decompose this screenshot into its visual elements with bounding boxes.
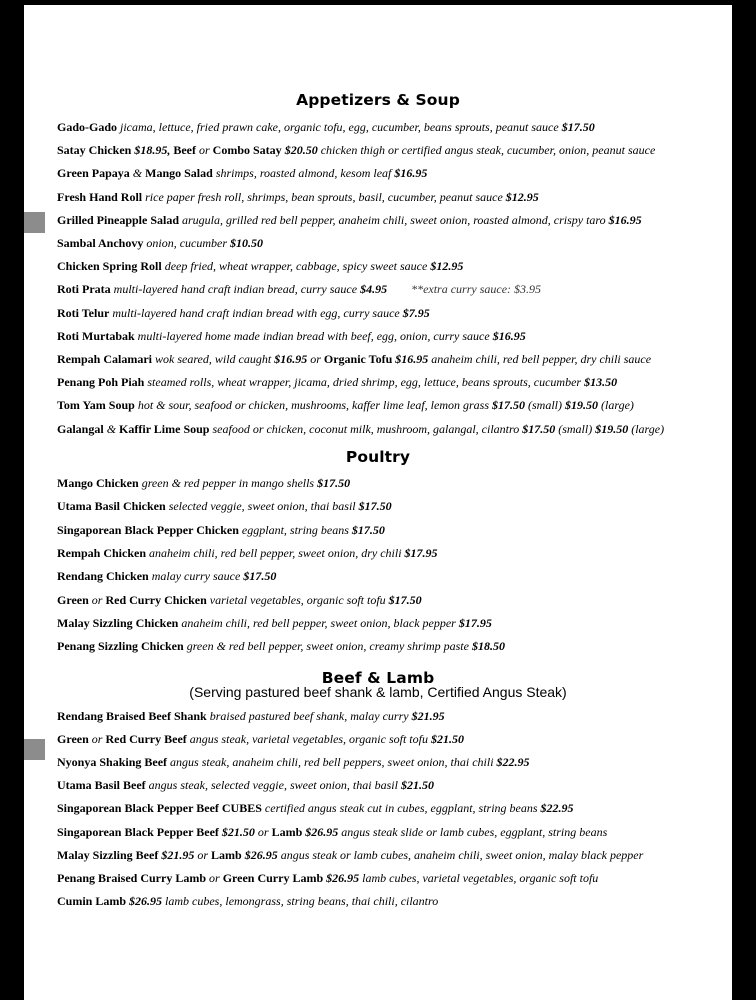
item-price: $18.95, xyxy=(131,143,174,157)
item-price: $13.50 xyxy=(584,375,618,389)
menu-item xyxy=(57,522,727,538)
menu-item xyxy=(57,568,727,584)
item-name: Sambal Anchovy xyxy=(57,236,144,250)
item-price: $21.50 xyxy=(400,778,434,792)
menu-item xyxy=(57,545,727,561)
item-name: Utama Basil Chicken xyxy=(57,499,166,513)
item-name: Roti Prata xyxy=(57,282,111,296)
page-marker-bottom xyxy=(24,739,45,760)
section-title-appetizers: Appetizers & Soup xyxy=(296,91,460,109)
item-description: multi-layered hand craft indian bread with egg, curry sauce xyxy=(109,306,403,320)
menu-item xyxy=(57,374,727,390)
item-description: anaheim chili, red bell pepper, sweet onion, black pepper xyxy=(178,616,459,630)
menu-item xyxy=(57,638,727,654)
item-price: $10.50 xyxy=(230,236,264,250)
item-price: $17.95 xyxy=(404,546,438,560)
item-description: angus steak slide or lamb cubes, eggplant, string beans xyxy=(338,825,608,839)
item-description: (large) xyxy=(598,398,634,412)
item-name: Penang Poh Piah xyxy=(57,375,145,389)
item-description: braised pastured beef shank, malay curry xyxy=(206,709,412,723)
menu-item xyxy=(57,800,727,816)
item-price: $21.50 xyxy=(218,825,255,839)
item-name: Beef xyxy=(173,143,196,157)
menu-item xyxy=(57,592,727,608)
section-title-beef-lamb: Beef & Lamb xyxy=(321,669,435,687)
item-description: selected veggie, sweet onion, thai basil xyxy=(165,499,359,513)
item-description: rice paper fresh roll, shrimps, bean sprouts, basil, cucumber, peanut sauce xyxy=(142,190,506,204)
item-name: Green xyxy=(57,732,89,746)
menu-item xyxy=(57,189,727,205)
menu-item xyxy=(57,305,727,321)
menu-item xyxy=(57,142,727,158)
item-description: eggplant, string beans xyxy=(238,523,352,537)
item-description: lamb cubes, varietal vegetables, organic soft tofu xyxy=(359,871,599,885)
item-description: seafood or chicken, coconut milk, mushroom, galangal, cilantro xyxy=(209,422,523,436)
item-description: anaheim chili, red bell pepper, sweet onion, dry chili xyxy=(146,546,405,560)
menu-item xyxy=(57,165,727,181)
item-price: $16.95 xyxy=(274,352,308,366)
menu-item xyxy=(57,475,727,491)
item-name: Red Curry Beef xyxy=(105,732,187,746)
item-price: $4.95 xyxy=(360,282,388,296)
item-price: $21.95 xyxy=(411,709,445,723)
item-description: or xyxy=(307,352,324,366)
item-price: $16.95 xyxy=(394,166,428,180)
item-price: $17.95 xyxy=(458,616,492,630)
item-description: angus steak, varietal vegetables, organic soft tofu xyxy=(186,732,431,746)
menu-item xyxy=(57,615,727,631)
item-name: Tom Yam Soup xyxy=(57,398,135,412)
item-price: $18.50 xyxy=(471,639,505,653)
item-description: or xyxy=(88,593,106,607)
menu-item xyxy=(57,421,727,437)
item-description: or xyxy=(206,871,223,885)
section-subtitle-beef-lamb: (Serving pastured beef shank & lamb, Certified Angus Steak) xyxy=(189,684,567,700)
item-description: or xyxy=(88,732,106,746)
item-price: $17.50 xyxy=(358,499,392,513)
item-description: angus steak or lamb cubes, anaheim chili, sweet onion, malay black pepper xyxy=(277,848,644,862)
item-name: Rempah Chicken xyxy=(57,546,147,560)
menu-item xyxy=(57,847,727,863)
item-price: $16.95 xyxy=(492,329,526,343)
page-marker-top xyxy=(24,212,45,233)
item-description: varietal vegetables, organic soft tofu xyxy=(206,593,389,607)
item-price: $17.50 xyxy=(492,398,526,412)
item-extra-note: **extra curry sauce: $3.95 xyxy=(387,282,542,296)
item-price: $16.95 xyxy=(392,352,429,366)
item-name: Penang Braised Curry Lamb xyxy=(57,871,207,885)
item-description: multi-layered hand craft indian bread, curry sauce xyxy=(110,282,361,296)
item-price: $16.95 xyxy=(608,213,642,227)
item-price: $17.50 xyxy=(561,120,595,134)
item-name: Mango Chicken xyxy=(57,476,139,490)
item-price: $17.50 xyxy=(388,593,422,607)
menu-page xyxy=(24,5,732,1000)
item-name: Rempah Calamari xyxy=(57,352,152,366)
item-name: Lamb xyxy=(211,848,242,862)
item-name: Chicken Spring Roll xyxy=(57,259,162,273)
item-name: Organic Tofu xyxy=(323,352,393,366)
item-price: $22.95 xyxy=(496,755,530,769)
item-price: $26.95 xyxy=(323,871,360,885)
item-description: certified angus steak cut in cubes, eggplant, string beans xyxy=(261,801,541,815)
item-name: Green Curry Lamb xyxy=(222,871,324,885)
item-name: Galangal xyxy=(57,422,107,436)
item-name: Combo Satay xyxy=(212,143,282,157)
item-description: (small) xyxy=(525,398,566,412)
menu-item xyxy=(57,754,727,770)
item-name: Grilled Pineapple Salad xyxy=(57,213,180,227)
item-name: Kaffir Lime Soup xyxy=(116,422,210,436)
item-description: arugula, grilled red bell pepper, anaheim chili, sweet onion, roasted almond, crispy taro xyxy=(179,213,609,227)
item-description: chicken thigh or certified angus steak, cucumber, onion, peanut sauce xyxy=(317,143,656,157)
item-description: multi-layered home made indian bread with beef, egg, onion, curry sauce xyxy=(134,329,493,343)
item-price: $17.50 xyxy=(351,523,385,537)
item-name: Green Papaya xyxy=(57,166,133,180)
item-description: or xyxy=(254,825,272,839)
item-price: $19.50 xyxy=(595,422,629,436)
item-description: angus steak, anaheim chili, red bell peppers, sweet onion, thai chili xyxy=(167,755,497,769)
item-description: jicama, lettuce, fried prawn cake, organic tofu, egg, cucumber, beans sprouts, peanut sauce xyxy=(117,120,562,134)
item-name: Singaporean Black Pepper Beef xyxy=(57,825,219,839)
item-price: $17.50 xyxy=(317,476,351,490)
item-price: $19.50 xyxy=(565,398,599,412)
item-price: $26.95 xyxy=(302,825,339,839)
item-name: Gado-Gado xyxy=(57,120,118,134)
item-name: Rendang Braised Beef Shank xyxy=(57,709,207,723)
item-name: Malay Sizzling Chicken xyxy=(57,616,179,630)
item-price: $26.95 xyxy=(241,848,278,862)
menu-item xyxy=(57,328,727,344)
item-name: Roti Murtabak xyxy=(57,329,135,343)
item-name: Green xyxy=(57,593,89,607)
item-description: & xyxy=(132,166,143,180)
menu-item xyxy=(57,708,727,724)
item-description: steamed rolls, wheat wrapper, jicama, dried shrimp, egg, lettuce, beans sprouts, cucumber xyxy=(144,375,585,389)
item-description: (small) xyxy=(555,422,596,436)
menu-item xyxy=(57,893,727,909)
menu-item xyxy=(57,397,727,413)
item-name: Mango Salad xyxy=(142,166,213,180)
item-description: or xyxy=(194,848,211,862)
item-price: $17.50 xyxy=(243,569,277,583)
item-name: Malay Sizzling Beef xyxy=(57,848,159,862)
item-price: $7.95 xyxy=(402,306,430,320)
menu-item xyxy=(57,777,727,793)
item-description: green & red pepper in mango shells xyxy=(138,476,318,490)
item-name: Lamb xyxy=(271,825,303,839)
item-price: $21.50 xyxy=(430,732,464,746)
menu-item xyxy=(57,351,727,367)
menu-item xyxy=(57,870,727,886)
item-name: Rendang Chicken xyxy=(57,569,149,583)
menu-item xyxy=(57,258,727,274)
item-name: Singaporean Black Pepper Beef CUBES xyxy=(57,801,262,815)
item-name: Singaporean Black Pepper Chicken xyxy=(57,523,239,537)
item-description: (large) xyxy=(628,422,665,436)
item-description: wok seared, wild caught xyxy=(152,352,275,366)
menu-item xyxy=(57,498,727,514)
menu-item xyxy=(57,235,727,251)
item-price: $20.50 xyxy=(281,143,318,157)
item-name: Red Curry Chicken xyxy=(105,593,207,607)
item-description: anaheim chili, red bell pepper, dry chili sauce xyxy=(428,352,652,366)
item-description: lamb cubes, lemongrass, string beans, thai chili, cilantro xyxy=(162,894,439,908)
menu-item xyxy=(57,212,727,228)
item-description: shrimps, roasted almond, kesom leaf xyxy=(212,166,395,180)
item-description: or xyxy=(196,143,213,157)
item-price: $12.95 xyxy=(430,259,464,273)
item-description: deep fried, wheat wrapper, cabbage, spicy sweet sauce xyxy=(161,259,431,273)
item-price: $26.95 xyxy=(126,894,163,908)
item-price: $21.95 xyxy=(158,848,195,862)
item-price: $22.95 xyxy=(540,801,574,815)
item-description: malay curry sauce xyxy=(148,569,244,583)
menu-item xyxy=(57,731,727,747)
item-name: Utama Basil Beef xyxy=(57,778,146,792)
item-name: Fresh Hand Roll xyxy=(57,190,143,204)
item-name: Roti Telur xyxy=(57,306,110,320)
item-name: Penang Sizzling Chicken xyxy=(57,639,184,653)
item-price: $17.50 xyxy=(522,422,556,436)
menu-item xyxy=(57,824,727,840)
item-name: Nyonya Shaking Beef xyxy=(57,755,168,769)
item-description: green & red bell pepper, sweet onion, creamy shrimp paste xyxy=(183,639,472,653)
item-description: hot & sour, seafood or chicken, mushrooms, kaffer lime leaf, lemon grass xyxy=(134,398,493,412)
section-title-poultry: Poultry xyxy=(345,448,411,466)
item-name: Satay Chicken xyxy=(57,143,132,157)
item-description: angus steak, selected veggie, sweet onion, thai basil xyxy=(145,778,401,792)
menu-item xyxy=(57,281,727,297)
item-description: & xyxy=(106,422,117,436)
item-name: Cumin Lamb xyxy=(57,894,127,908)
item-price: $12.95 xyxy=(505,190,539,204)
item-description: onion, cucumber xyxy=(143,236,231,250)
menu-item xyxy=(57,119,727,135)
